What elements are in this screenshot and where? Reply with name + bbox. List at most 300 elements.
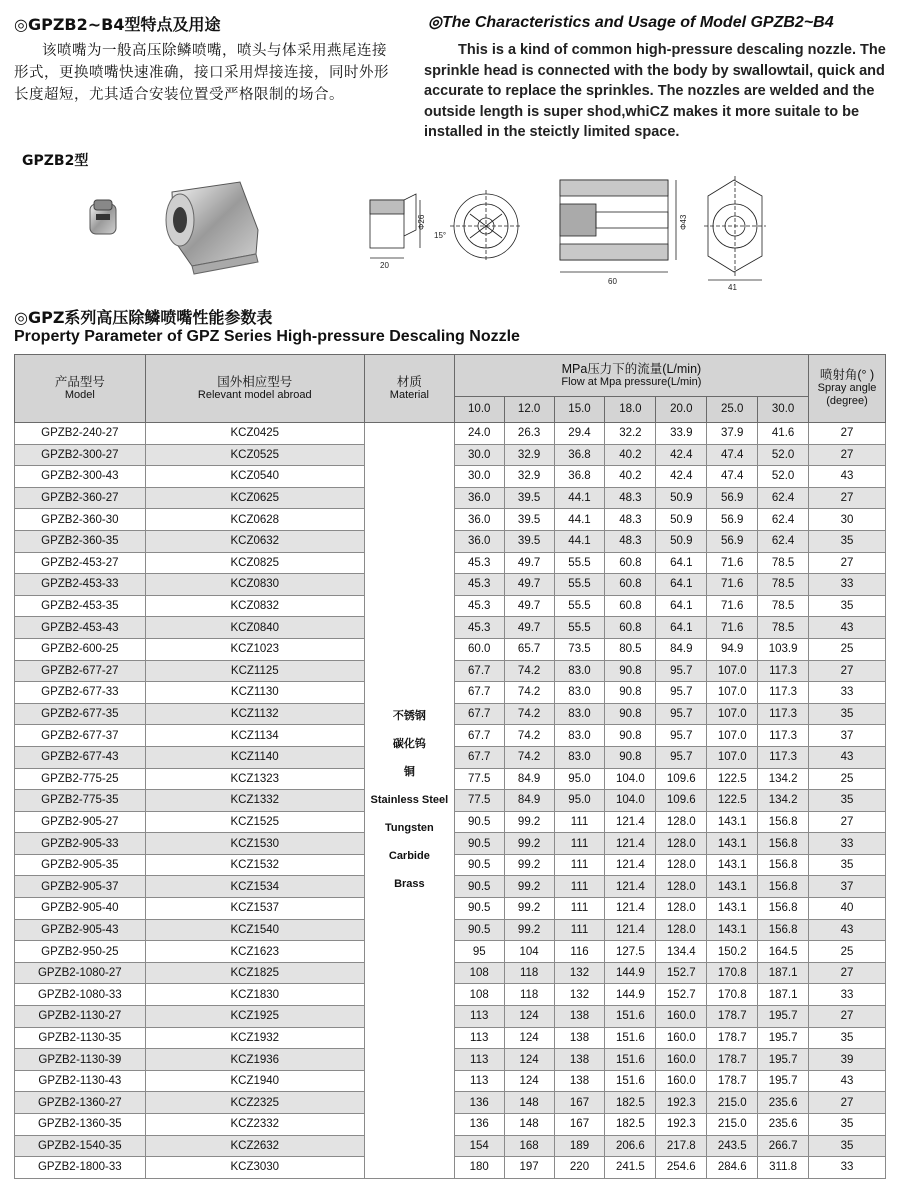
model-cell: GPZB2-677-37: [15, 725, 146, 747]
abroad-model-cell: KCZ1537: [145, 898, 364, 920]
nozzle-body-photo: [166, 182, 258, 274]
flow-cell: 78.5: [758, 552, 809, 574]
flow-cell: 311.8: [758, 1157, 809, 1179]
model-cell: GPZB2-677-27: [15, 660, 146, 682]
flow-cell: 95.0: [554, 768, 605, 790]
flow-cell: 167: [554, 1114, 605, 1136]
model-cell: GPZB2-453-27: [15, 552, 146, 574]
flow-cell: 90.5: [454, 919, 504, 941]
flow-cell: 26.3: [504, 423, 554, 445]
flow-cell: 49.7: [504, 595, 554, 617]
flow-cell: 143.1: [707, 898, 758, 920]
table-body: [15, 423, 886, 1179]
spray-angle-cell: 33: [809, 682, 886, 704]
flow-cell: 178.7: [707, 1006, 758, 1028]
flow-cell: 111: [554, 854, 605, 876]
flow-cell: 192.3: [656, 1114, 707, 1136]
flow-cell: 168: [504, 1135, 554, 1157]
flow-cell: 187.1: [758, 962, 809, 984]
flow-cell: 39.5: [504, 487, 554, 509]
flow-cell: 243.5: [707, 1135, 758, 1157]
header-pressure: 30.0: [758, 397, 809, 423]
flow-cell: 266.7: [758, 1135, 809, 1157]
flow-cell: 121.4: [605, 833, 656, 855]
flow-cell: 55.5: [554, 552, 605, 574]
flow-cell: 144.9: [605, 962, 656, 984]
flow-cell: 182.5: [605, 1092, 656, 1114]
flow-cell: 44.1: [554, 487, 605, 509]
flow-cell: 71.6: [707, 552, 758, 574]
flow-cell: 118: [504, 984, 554, 1006]
spray-angle-cell: 35: [809, 595, 886, 617]
flow-cell: 71.6: [707, 595, 758, 617]
flow-cell: 109.6: [656, 790, 707, 812]
flow-cell: 144.9: [605, 984, 656, 1006]
flow-cell: 99.2: [504, 833, 554, 855]
flow-cell: 62.4: [758, 487, 809, 509]
flow-cell: 32.2: [605, 423, 656, 445]
model-cell: GPZB2-360-35: [15, 530, 146, 552]
intro-cn-title: ◎GPZB2~B4型特点及用途: [14, 15, 221, 34]
model-cell: GPZB2-677-35: [15, 703, 146, 725]
abroad-model-cell: KCZ0425: [145, 423, 364, 445]
flow-cell: 128.0: [656, 811, 707, 833]
model-cell: GPZB2-1080-33: [15, 984, 146, 1006]
flow-cell: 220: [554, 1157, 605, 1179]
flow-cell: 64.1: [656, 617, 707, 639]
flow-cell: 77.5: [454, 790, 504, 812]
flow-cell: 78.5: [758, 617, 809, 639]
flow-cell: 55.5: [554, 574, 605, 596]
flow-cell: 67.7: [454, 682, 504, 704]
flow-cell: 136: [454, 1114, 504, 1136]
model-cell: GPZB2-677-33: [15, 682, 146, 704]
flow-cell: 132: [554, 984, 605, 1006]
spray-angle-cell: 40: [809, 898, 886, 920]
flow-cell: 107.0: [707, 725, 758, 747]
flow-cell: 107.0: [707, 660, 758, 682]
flow-cell: 52.0: [758, 466, 809, 488]
flow-cell: 99.2: [504, 919, 554, 941]
abroad-model-cell: KCZ1940: [145, 1070, 364, 1092]
flow-cell: 41.6: [758, 423, 809, 445]
flow-cell: 24.0: [454, 423, 504, 445]
model-cell: GPZB2-905-27: [15, 811, 146, 833]
type-label: GPZB2型: [22, 153, 89, 169]
flow-cell: 52.0: [758, 444, 809, 466]
flow-cell: 50.9: [656, 530, 707, 552]
flow-cell: 67.7: [454, 660, 504, 682]
flow-cell: 36.8: [554, 444, 605, 466]
flow-cell: 67.7: [454, 703, 504, 725]
flow-cell: 122.5: [707, 790, 758, 812]
flow-cell: 56.9: [707, 530, 758, 552]
header-material: 材质 Material: [364, 355, 454, 423]
flow-cell: 107.0: [707, 746, 758, 768]
flow-cell: 29.4: [554, 423, 605, 445]
flow-cell: 50.9: [656, 509, 707, 531]
model-cell: GPZB2-1800-33: [15, 1157, 146, 1179]
flow-cell: 36.8: [554, 466, 605, 488]
flow-cell: 60.8: [605, 574, 656, 596]
model-cell: GPZB2-1130-27: [15, 1006, 146, 1028]
spray-angle-cell: 43: [809, 919, 886, 941]
flow-cell: 32.9: [504, 444, 554, 466]
flow-cell: 62.4: [758, 530, 809, 552]
spray-angle-cell: 37: [809, 725, 886, 747]
flow-cell: 121.4: [605, 919, 656, 941]
flow-cell: 30.0: [454, 466, 504, 488]
flow-cell: 113: [454, 1049, 504, 1071]
flow-cell: 74.2: [504, 660, 554, 682]
flow-cell: 152.7: [656, 984, 707, 1006]
flow-cell: 30.0: [454, 444, 504, 466]
flow-cell: 99.2: [504, 876, 554, 898]
model-cell: GPZB2-1130-43: [15, 1070, 146, 1092]
flow-cell: 104: [504, 941, 554, 963]
flow-cell: 73.5: [554, 638, 605, 660]
flow-cell: 156.8: [758, 833, 809, 855]
flow-cell: 56.9: [707, 487, 758, 509]
material-item: Stainless Steel: [370, 794, 449, 807]
header-pressure: 20.0: [656, 397, 707, 423]
flow-cell: 78.5: [758, 595, 809, 617]
flow-cell: 189: [554, 1135, 605, 1157]
flow-cell: 195.7: [758, 1006, 809, 1028]
flow-cell: 178.7: [707, 1027, 758, 1049]
flow-cell: 143.1: [707, 919, 758, 941]
flow-cell: 40.2: [605, 444, 656, 466]
material-item: Brass: [394, 878, 425, 891]
abroad-model-cell: KCZ1936: [145, 1049, 364, 1071]
flow-cell: 83.0: [554, 703, 605, 725]
flow-cell: 84.9: [504, 790, 554, 812]
material-cell: [364, 423, 454, 1179]
spray-angle-cell: 27: [809, 660, 886, 682]
flow-cell: 117.3: [758, 746, 809, 768]
flow-cell: 45.3: [454, 552, 504, 574]
abroad-model-cell: KCZ1925: [145, 1006, 364, 1028]
flow-cell: 134.2: [758, 768, 809, 790]
model-cell: GPZB2-600-25: [15, 638, 146, 660]
model-cell: GPZB2-775-25: [15, 768, 146, 790]
flow-cell: 48.3: [605, 530, 656, 552]
flow-cell: 90.5: [454, 854, 504, 876]
material-item: Tungsten Carbide: [385, 822, 434, 863]
spray-angle-cell: 27: [809, 1006, 886, 1028]
flow-cell: 107.0: [707, 682, 758, 704]
parameter-table: [14, 354, 886, 1179]
flow-cell: 180: [454, 1157, 504, 1179]
flow-cell: 156.8: [758, 811, 809, 833]
flow-cell: 64.1: [656, 595, 707, 617]
flow-cell: 64.1: [656, 552, 707, 574]
flow-cell: 192.3: [656, 1092, 707, 1114]
header-pressure: 18.0: [605, 397, 656, 423]
model-cell: GPZB2-1360-35: [15, 1114, 146, 1136]
spray-angle-cell: 43: [809, 466, 886, 488]
flow-cell: 121.4: [605, 876, 656, 898]
abroad-model-cell: KCZ0832: [145, 595, 364, 617]
abroad-model-cell: KCZ1323: [145, 768, 364, 790]
spray-angle-cell: 27: [809, 487, 886, 509]
flow-cell: 117.3: [758, 703, 809, 725]
flow-cell: 128.0: [656, 898, 707, 920]
header-pressure: 12.0: [504, 397, 554, 423]
header-abroad: 国外相应型号 Relevant model abroad: [145, 355, 364, 423]
model-cell: GPZB2-1540-35: [15, 1135, 146, 1157]
flow-cell: 241.5: [605, 1157, 656, 1179]
flow-cell: 160.0: [656, 1070, 707, 1092]
abroad-model-cell: KCZ3030: [145, 1157, 364, 1179]
flow-cell: 128.0: [656, 919, 707, 941]
flow-cell: 138: [554, 1027, 605, 1049]
abroad-model-cell: KCZ0830: [145, 574, 364, 596]
flow-cell: 206.6: [605, 1135, 656, 1157]
product-photos: [80, 170, 280, 280]
flow-cell: 113: [454, 1027, 504, 1049]
dim-15: 15°: [434, 231, 447, 240]
flow-cell: 132: [554, 962, 605, 984]
spray-angle-cell: 27: [809, 423, 886, 445]
flow-cell: 113: [454, 1070, 504, 1092]
model-cell: GPZB2-453-33: [15, 574, 146, 596]
flow-cell: 90.8: [605, 703, 656, 725]
spray-angle-cell: 27: [809, 1092, 886, 1114]
flow-cell: 170.8: [707, 962, 758, 984]
spray-angle-cell: 33: [809, 984, 886, 1006]
flow-cell: 182.5: [605, 1114, 656, 1136]
flow-cell: 44.1: [554, 530, 605, 552]
model-cell: GPZB2-905-37: [15, 876, 146, 898]
flow-cell: 111: [554, 919, 605, 941]
abroad-model-cell: KCZ1023: [145, 638, 364, 660]
flow-cell: 148: [504, 1092, 554, 1114]
flow-cell: 121.4: [605, 811, 656, 833]
spray-angle-cell: 27: [809, 552, 886, 574]
dim-43: Φ43: [679, 214, 688, 230]
flow-cell: 45.3: [454, 574, 504, 596]
model-cell: GPZB2-677-43: [15, 746, 146, 768]
flow-cell: 74.2: [504, 746, 554, 768]
flow-cell: 60.8: [605, 595, 656, 617]
flow-cell: 156.8: [758, 876, 809, 898]
intro-cn-text: 该喷嘴为一般高压除鳞喷嘴，喷头与体采用燕尾连接形式，更换喷嘴快速准确，接口采用焊接连接，同时外形长度超短，尤其适合安装位置受严格限制的场合。: [14, 43, 389, 103]
flow-cell: 164.5: [758, 941, 809, 963]
flow-cell: 138: [554, 1049, 605, 1071]
model-cell: GPZB2-453-35: [15, 595, 146, 617]
abroad-model-cell: KCZ1140: [145, 746, 364, 768]
flow-cell: 48.3: [605, 509, 656, 531]
flow-cell: 107.0: [707, 703, 758, 725]
flow-cell: 138: [554, 1006, 605, 1028]
abroad-model-cell: KCZ1534: [145, 876, 364, 898]
flow-cell: 124: [504, 1006, 554, 1028]
flow-cell: 77.5: [454, 768, 504, 790]
model-cell: GPZB2-905-35: [15, 854, 146, 876]
abroad-model-cell: KCZ1332: [145, 790, 364, 812]
flow-cell: 74.2: [504, 725, 554, 747]
flow-cell: 116: [554, 941, 605, 963]
flow-cell: 154: [454, 1135, 504, 1157]
flow-cell: 36.0: [454, 509, 504, 531]
flow-cell: 117.3: [758, 725, 809, 747]
flow-cell: 178.7: [707, 1070, 758, 1092]
model-cell: GPZB2-453-43: [15, 617, 146, 639]
flow-cell: 156.8: [758, 898, 809, 920]
flow-cell: 118: [504, 962, 554, 984]
spray-angle-cell: 33: [809, 574, 886, 596]
material-item: 铜: [403, 766, 415, 779]
flow-cell: 104.0: [605, 790, 656, 812]
tip-front-drawing: [450, 190, 522, 262]
spray-angle-cell: 33: [809, 1157, 886, 1179]
spray-angle-cell: 27: [809, 444, 886, 466]
flow-cell: 160.0: [656, 1027, 707, 1049]
flow-cell: 49.7: [504, 617, 554, 639]
flow-cell: 111: [554, 833, 605, 855]
flow-cell: 60.8: [605, 552, 656, 574]
flow-cell: 111: [554, 876, 605, 898]
flow-cell: 151.6: [605, 1049, 656, 1071]
abroad-model-cell: KCZ1540: [145, 919, 364, 941]
spray-angle-cell: 35: [809, 1027, 886, 1049]
model-cell: GPZB2-905-40: [15, 898, 146, 920]
flow-cell: 80.5: [605, 638, 656, 660]
abroad-model-cell: KCZ1530: [145, 833, 364, 855]
table-title-en: Property Parameter of GPZ Series High-pressure Descaling Nozzle: [14, 328, 520, 345]
flow-cell: 90.8: [605, 725, 656, 747]
flow-cell: 136: [454, 1092, 504, 1114]
flow-cell: 45.3: [454, 595, 504, 617]
flow-cell: 235.6: [758, 1092, 809, 1114]
model-cell: GPZB2-775-35: [15, 790, 146, 812]
intro-en-text: This is a kind of common high-pressure descaling nozzle. The sprinkle head is connected with the body by swallowtail, quick and accurate to replace the sprinkles. The nozzles are welded and the outside length is super shod,whiCZ makes it more suitale to be installed in the steictly limited space.: [424, 42, 886, 140]
spray-angle-cell: 35: [809, 1114, 886, 1136]
flow-cell: 187.1: [758, 984, 809, 1006]
flow-cell: 36.0: [454, 530, 504, 552]
flow-cell: 67.7: [454, 725, 504, 747]
flow-cell: 215.0: [707, 1092, 758, 1114]
flow-cell: 83.0: [554, 725, 605, 747]
flow-cell: 42.4: [656, 466, 707, 488]
flow-cell: 83.0: [554, 682, 605, 704]
flow-cell: 95.7: [656, 703, 707, 725]
flow-cell: 122.5: [707, 768, 758, 790]
flow-cell: 90.5: [454, 811, 504, 833]
abroad-model-cell: KCZ1623: [145, 941, 364, 963]
flow-cell: 50.9: [656, 487, 707, 509]
flow-cell: 94.9: [707, 638, 758, 660]
flow-cell: 160.0: [656, 1006, 707, 1028]
flow-cell: 36.0: [454, 487, 504, 509]
flow-cell: 95.0: [554, 790, 605, 812]
spray-angle-cell: 25: [809, 941, 886, 963]
flow-cell: 195.7: [758, 1027, 809, 1049]
spray-angle-cell: 30: [809, 509, 886, 531]
flow-cell: 215.0: [707, 1114, 758, 1136]
flow-cell: 160.0: [656, 1049, 707, 1071]
abroad-model-cell: KCZ1130: [145, 682, 364, 704]
flow-cell: 134.2: [758, 790, 809, 812]
spray-angle-cell: 35: [809, 530, 886, 552]
flow-cell: 42.4: [656, 444, 707, 466]
model-cell: GPZB2-905-43: [15, 919, 146, 941]
header-model: 产品型号 Model: [15, 355, 146, 423]
model-cell: GPZB2-1360-27: [15, 1092, 146, 1114]
flow-cell: 178.7: [707, 1049, 758, 1071]
flow-cell: 55.5: [554, 595, 605, 617]
flow-cell: 45.3: [454, 617, 504, 639]
abroad-model-cell: KCZ0540: [145, 466, 364, 488]
model-cell: GPZB2-360-30: [15, 509, 146, 531]
abroad-model-cell: KCZ0525: [145, 444, 364, 466]
flow-cell: 235.6: [758, 1114, 809, 1136]
flow-cell: 134.4: [656, 941, 707, 963]
table-title-cn: ◎GPZ系列高压除鳞喷嘴性能参数表: [14, 308, 273, 327]
flow-cell: 284.6: [707, 1157, 758, 1179]
model-cell: GPZB2-240-27: [15, 423, 146, 445]
abroad-model-cell: KCZ2332: [145, 1114, 364, 1136]
spray-angle-cell: 37: [809, 876, 886, 898]
flow-cell: 108: [454, 984, 504, 1006]
flow-cell: 90.8: [605, 660, 656, 682]
flow-cell: 124: [504, 1027, 554, 1049]
abroad-model-cell: KCZ1525: [145, 811, 364, 833]
header-flow: MPa压力下的流量(L/min) Flow at Mpa pressure(L/min): [454, 355, 808, 397]
flow-cell: 83.0: [554, 660, 605, 682]
flow-cell: 108: [454, 962, 504, 984]
flow-cell: 143.1: [707, 811, 758, 833]
flow-cell: 56.9: [707, 509, 758, 531]
abroad-model-cell: KCZ1830: [145, 984, 364, 1006]
body-section-drawing: [560, 180, 676, 272]
flow-cell: 99.2: [504, 854, 554, 876]
flow-cell: 65.7: [504, 638, 554, 660]
flow-cell: 170.8: [707, 984, 758, 1006]
flow-cell: 39.5: [504, 530, 554, 552]
flow-cell: 156.8: [758, 919, 809, 941]
flow-cell: 95.7: [656, 746, 707, 768]
flow-cell: 95.7: [656, 660, 707, 682]
flow-cell: 99.2: [504, 898, 554, 920]
flow-cell: 113: [454, 1006, 504, 1028]
flow-cell: 99.2: [504, 811, 554, 833]
flow-cell: 124: [504, 1049, 554, 1071]
flow-cell: 90.5: [454, 833, 504, 855]
flow-cell: 95.7: [656, 725, 707, 747]
spray-angle-cell: 27: [809, 811, 886, 833]
abroad-model-cell: KCZ0632: [145, 530, 364, 552]
flow-cell: 104.0: [605, 768, 656, 790]
abroad-model-cell: KCZ1125: [145, 660, 364, 682]
flow-cell: 143.1: [707, 854, 758, 876]
body-end-drawing: [704, 176, 766, 280]
flow-cell: 151.6: [605, 1006, 656, 1028]
flow-cell: 90.5: [454, 898, 504, 920]
flow-cell: 195.7: [758, 1049, 809, 1071]
nozzle-tip-photo: [90, 200, 116, 234]
flow-cell: 55.5: [554, 617, 605, 639]
flow-cell: 32.9: [504, 466, 554, 488]
flow-cell: 128.0: [656, 833, 707, 855]
flow-cell: 60.0: [454, 638, 504, 660]
spray-angle-cell: 25: [809, 638, 886, 660]
flow-cell: 197: [504, 1157, 554, 1179]
flow-cell: 143.1: [707, 833, 758, 855]
flow-cell: 47.4: [707, 466, 758, 488]
flow-cell: 90.8: [605, 746, 656, 768]
